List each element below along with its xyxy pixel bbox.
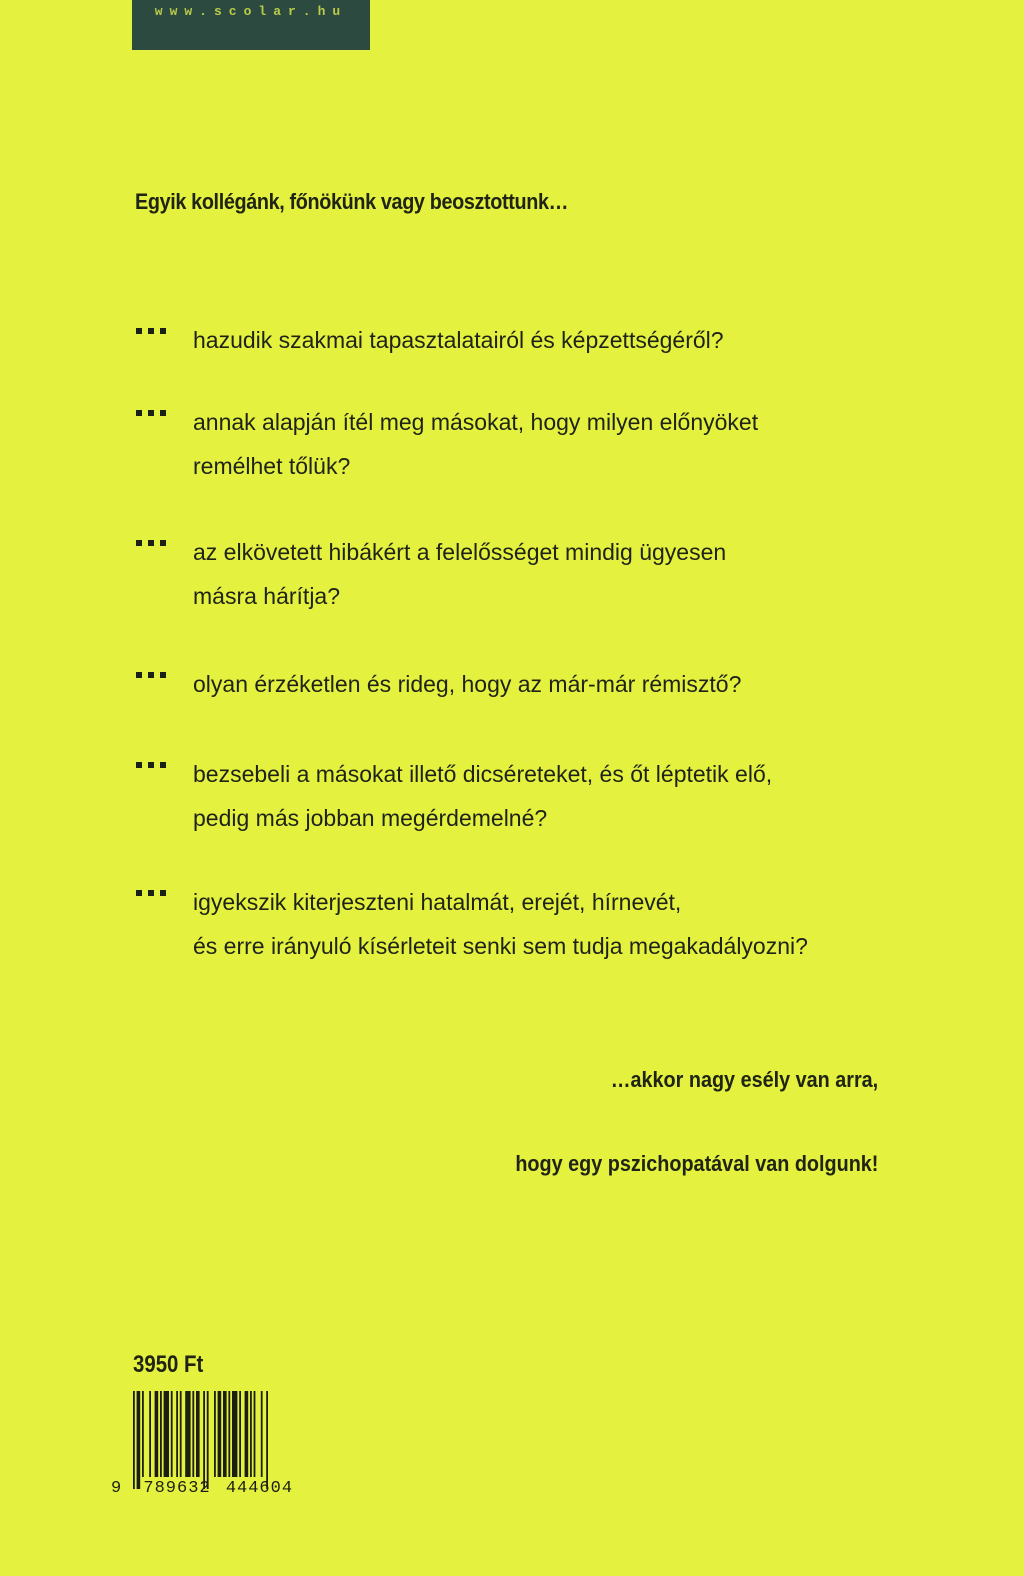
barcode-bar: [245, 1391, 249, 1477]
barcode-bar: [228, 1391, 230, 1477]
isbn-group-2: 444604: [225, 1479, 294, 1498]
bullet-dots-icon: [136, 890, 166, 896]
barcode-bar: [176, 1391, 178, 1477]
question-line: olyan érzéketlen és rideg, hogy az már-már rémisztő?: [193, 671, 742, 697]
question-item: [136, 880, 916, 968]
barcode-bar: [192, 1391, 194, 1477]
isbn-digits: [111, 1479, 293, 1498]
barcode-bar: [218, 1391, 222, 1477]
bullet-dots-icon: [136, 672, 166, 678]
barcode-bar: [149, 1391, 151, 1477]
barcode-bar: [155, 1391, 159, 1477]
barcode-bars-icon: [111, 1391, 321, 1491]
barcode-bar: [171, 1391, 173, 1477]
publisher-url-banner: [132, 0, 370, 50]
question-line: másra hárítja?: [193, 583, 341, 609]
barcode-bar: [196, 1391, 200, 1477]
question-line: hazudik szakmai tapasztalatairól és képzettségéről?: [193, 327, 724, 353]
bullet-dots-icon: [136, 410, 166, 416]
isbn-barcode: [111, 1391, 321, 1501]
barcode-bar: [142, 1391, 144, 1477]
question-item: [136, 400, 916, 488]
barcode-bar: [261, 1391, 263, 1477]
barcode-bar: [207, 1391, 209, 1489]
price-label: 3950 Ft: [133, 1351, 204, 1378]
isbn-group-1: 789632: [143, 1479, 211, 1498]
question-line: az elkövetett hibákért a felelősséget mindig ügyesen: [193, 539, 727, 565]
barcode-bar: [254, 1391, 256, 1477]
isbn-first-digit: 9: [111, 1479, 123, 1498]
barcode-bar: [137, 1391, 141, 1489]
question-line: igyekszik kiterjeszteni hatalmát, erejét, hírnevét,: [193, 889, 682, 915]
closing-line-2: hogy egy pszichopatával van dolgunk!: [514, 1151, 878, 1176]
question-item: [136, 662, 916, 706]
question-line: pedig más jobban megérdemelné?: [193, 805, 548, 831]
barcode-bar: [214, 1391, 216, 1477]
barcode-bar: [180, 1391, 182, 1477]
question-item: [136, 318, 916, 362]
barcode-bar: [250, 1391, 252, 1477]
closing-line-1: …akkor nagy esély van arra,: [610, 1067, 878, 1092]
question-line: bezsebeli a másokat illető dicséreteket, és őt léptetik elő,: [193, 761, 773, 787]
barcode-bar: [164, 1391, 169, 1477]
barcode-bar: [239, 1391, 241, 1477]
barcode-bar: [160, 1391, 162, 1477]
barcode-bar: [232, 1391, 237, 1477]
bullet-dots-icon: [136, 328, 166, 334]
question-item: [136, 752, 916, 840]
question-item: [136, 530, 916, 618]
bullet-dots-icon: [136, 540, 166, 546]
intro-heading: Egyik kollégánk, főnökünk vagy beosztottunk…: [135, 189, 569, 214]
barcode-bar: [203, 1391, 205, 1489]
bullet-dots-icon: [136, 762, 166, 768]
barcode-bar: [223, 1391, 227, 1477]
barcode-bar: [266, 1391, 268, 1489]
barcode-bar: [133, 1391, 135, 1489]
question-line: és erre irányuló kísérleteit senki sem tudja megakadályozni?: [193, 933, 808, 959]
question-line: annak alapján ítél meg másokat, hogy milyen előnyöket: [193, 409, 759, 435]
barcode-bar: [185, 1391, 190, 1477]
question-line: remélhet tőlük?: [193, 453, 351, 479]
publisher-url: www.scolar.hu: [154, 4, 348, 19]
